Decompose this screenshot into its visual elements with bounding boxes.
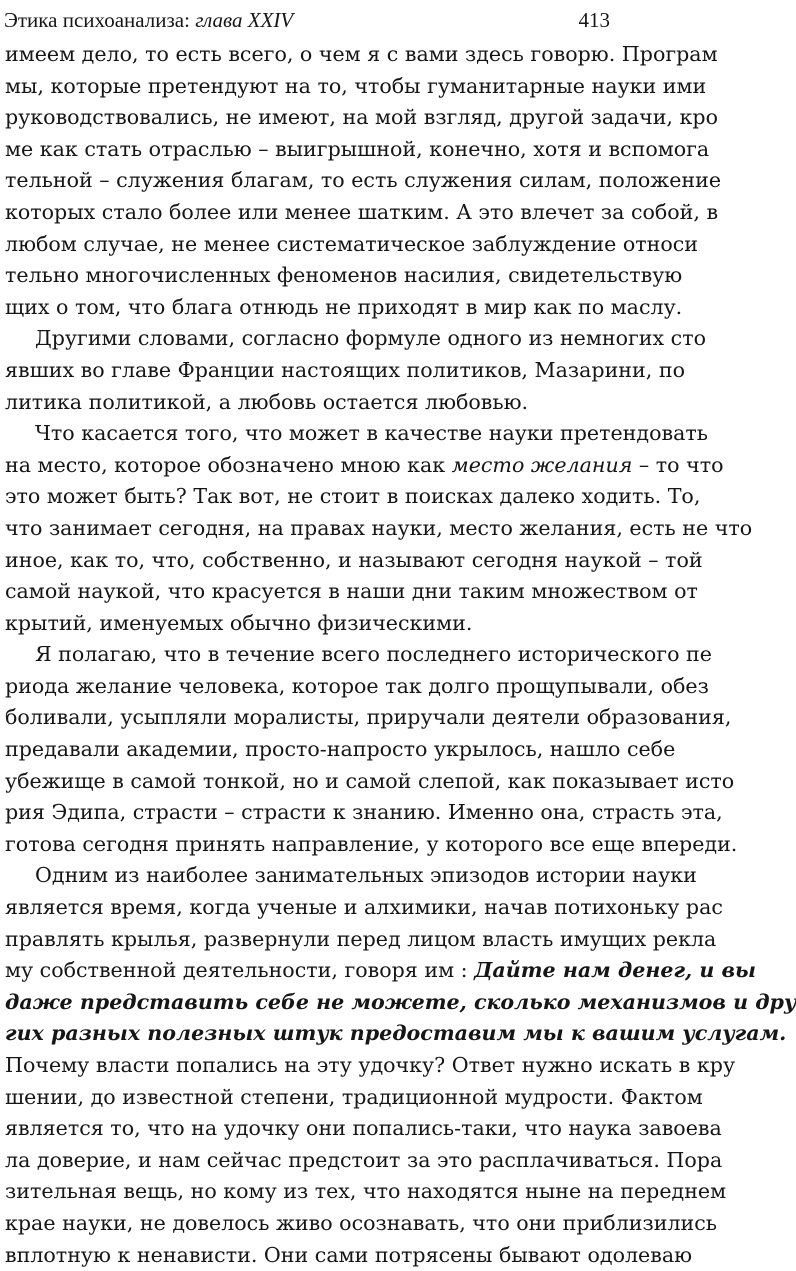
text-line bbox=[5, 576, 698, 608]
text-segment: мы, которые претендуют на то, чтобы гуманитарные науки ими bbox=[5, 73, 707, 98]
emphasized-text: гих разных полезных штук предоставим мы к вашим услугам. bbox=[5, 1021, 787, 1046]
text-line bbox=[5, 450, 724, 482]
text-line bbox=[5, 134, 710, 166]
text-segment: шении, до известной степени, традиционной мудрости. Фактом bbox=[5, 1084, 703, 1109]
text-segment: щих о том, что блага отнюдь не приходят в мир как по маслу. bbox=[5, 294, 683, 319]
text-segment: боливали, усыпляли моралисты, приручали деятели образования, bbox=[5, 705, 732, 730]
text-line bbox=[5, 924, 717, 956]
text-segment: готова сегодня принять направление, у которого все еще впереди. bbox=[5, 831, 738, 856]
text-line bbox=[5, 71, 707, 103]
emphasized-text: место желания bbox=[451, 452, 633, 477]
text-segment: литика политикой, а любовь остается любовью. bbox=[5, 389, 529, 414]
text-line bbox=[5, 766, 735, 798]
text-segment: му собственной деятельности, говоря им : bbox=[5, 958, 475, 983]
text-line bbox=[5, 355, 685, 387]
text-line bbox=[5, 1050, 736, 1082]
text-line bbox=[5, 292, 683, 324]
text-line bbox=[5, 39, 718, 71]
text-segment: ла доверие, и нам сейчас предстоит за это расплачиваться. Пора bbox=[5, 1147, 723, 1172]
text-segment: Одним из наиболее занимательных эпизодов истории науки bbox=[35, 863, 697, 888]
text-line bbox=[5, 797, 723, 829]
text-line bbox=[5, 323, 707, 355]
text-segment: риода желание человека, которое так долго прощупывали, обез bbox=[5, 673, 709, 698]
text-segment: является время, когда ученые и алхимики, начав потихоньку рас bbox=[5, 895, 723, 920]
text-line bbox=[5, 260, 683, 292]
emphasized-text: Дайте нам денег, и вы bbox=[474, 958, 757, 983]
text-segment: предавали академии, просто-напросто укрылось, нашло себе bbox=[5, 737, 676, 762]
text-line bbox=[5, 829, 738, 861]
text-segment: что занимает сегодня, на правах науки, место желания, есть не что bbox=[5, 515, 753, 540]
text-segment: тельной – служения благам, то есть служения силам, положение bbox=[5, 168, 722, 193]
text-line bbox=[5, 1208, 718, 1240]
text-segment: вплотную к ненависти. Они сами потрясены бывают одолеваю bbox=[5, 1242, 693, 1267]
text-segment: самой наукой, что красуется в наши дни таким множеством от bbox=[5, 579, 698, 604]
text-line bbox=[5, 229, 698, 261]
text-segment: руководствовались, не имеют, на мой взгляд, другой задачи, кро bbox=[5, 105, 718, 130]
page-number: 413 bbox=[578, 8, 610, 32]
text-line bbox=[5, 165, 722, 197]
chapter-title-italic: глава XXIV bbox=[195, 8, 294, 32]
running-head bbox=[4, 4, 610, 36]
text-segment: Другими словами, согласно формуле одного из немногих сто bbox=[35, 326, 707, 351]
text-line bbox=[5, 545, 703, 577]
text-segment: зительная вещь, но кому из тех, что находятся ныне на переднем bbox=[5, 1179, 727, 1204]
text-line bbox=[5, 955, 757, 987]
text-segment: Я полагаю, что в течение всего последнего исторического пе bbox=[35, 642, 712, 667]
text-segment: имеем дело, то есть всего, о чем я с вами здесь говорю. Програм bbox=[5, 42, 718, 66]
text-segment: иное, как то, что, собственно, и называют сегодня наукой – той bbox=[5, 547, 703, 572]
text-line bbox=[5, 734, 676, 766]
text-segment: это может быть? Так вот, не стоит в поисках далеко ходить. То, bbox=[5, 484, 701, 509]
text-segment: ме как стать отраслью – выигрышной, конечно, хотя и вспомога bbox=[5, 136, 710, 161]
text-line bbox=[5, 1145, 723, 1177]
text-line bbox=[5, 1082, 703, 1114]
text-line bbox=[5, 702, 732, 734]
text-segment: крытий, именуемых обычно физическими. bbox=[5, 610, 473, 635]
text-segment: тельно многочисленных феноменов насилия, свидетельствую bbox=[5, 263, 683, 288]
text-line bbox=[5, 639, 712, 671]
text-segment: – то что bbox=[632, 452, 724, 477]
text-line bbox=[5, 1113, 722, 1145]
text-segment: Что касается того, что может в качестве науки претендовать bbox=[35, 421, 708, 446]
text-line bbox=[5, 1176, 727, 1208]
text-segment: Почему власти попались на эту удочку? Ответ нужно искать в кру bbox=[5, 1053, 736, 1077]
text-line bbox=[5, 481, 701, 513]
text-line bbox=[5, 671, 709, 703]
text-segment: явших во главе Франции настоящих политиков, Мазарини, по bbox=[5, 357, 685, 382]
text-segment: крае науки, не довелось живо осознавать, что они приблизились bbox=[5, 1210, 718, 1235]
chapter-title bbox=[4, 4, 293, 36]
text-line bbox=[5, 987, 796, 1019]
text-segment: любом случае, не менее систематическое заблуждение относи bbox=[5, 231, 698, 256]
text-segment: на место, которое обозначено мною как bbox=[5, 452, 452, 477]
text-segment: которых стало более или менее шатким. А это влечет за собой, в bbox=[5, 199, 719, 224]
emphasized-text: даже представить себе не можете, сколько механизмов и дру bbox=[5, 989, 796, 1014]
text-line bbox=[5, 418, 708, 450]
chapter-title-plain: Этика психоанализа: bbox=[4, 8, 196, 32]
text-segment: правлять крылья, развернули перед лицом власть имущих рекла bbox=[5, 926, 717, 951]
text-segment: убежище в самой тонкой, но и самой слепой, как показывает исто bbox=[5, 768, 735, 793]
text-line bbox=[5, 102, 718, 134]
text-line bbox=[5, 860, 697, 892]
text-line bbox=[5, 1240, 693, 1271]
text-line bbox=[5, 513, 753, 545]
text-segment: рия Эдипа, страсти – страсти к знанию. Именно она, страсть эта, bbox=[5, 800, 723, 825]
body-text bbox=[5, 39, 796, 1271]
text-line bbox=[5, 387, 611, 419]
text-segment: является то, что на удочку они попались-таки, что наука завоева bbox=[5, 1116, 722, 1141]
text-line bbox=[5, 197, 719, 229]
text-line bbox=[5, 1018, 787, 1050]
text-line bbox=[5, 892, 723, 924]
text-line bbox=[5, 608, 611, 640]
